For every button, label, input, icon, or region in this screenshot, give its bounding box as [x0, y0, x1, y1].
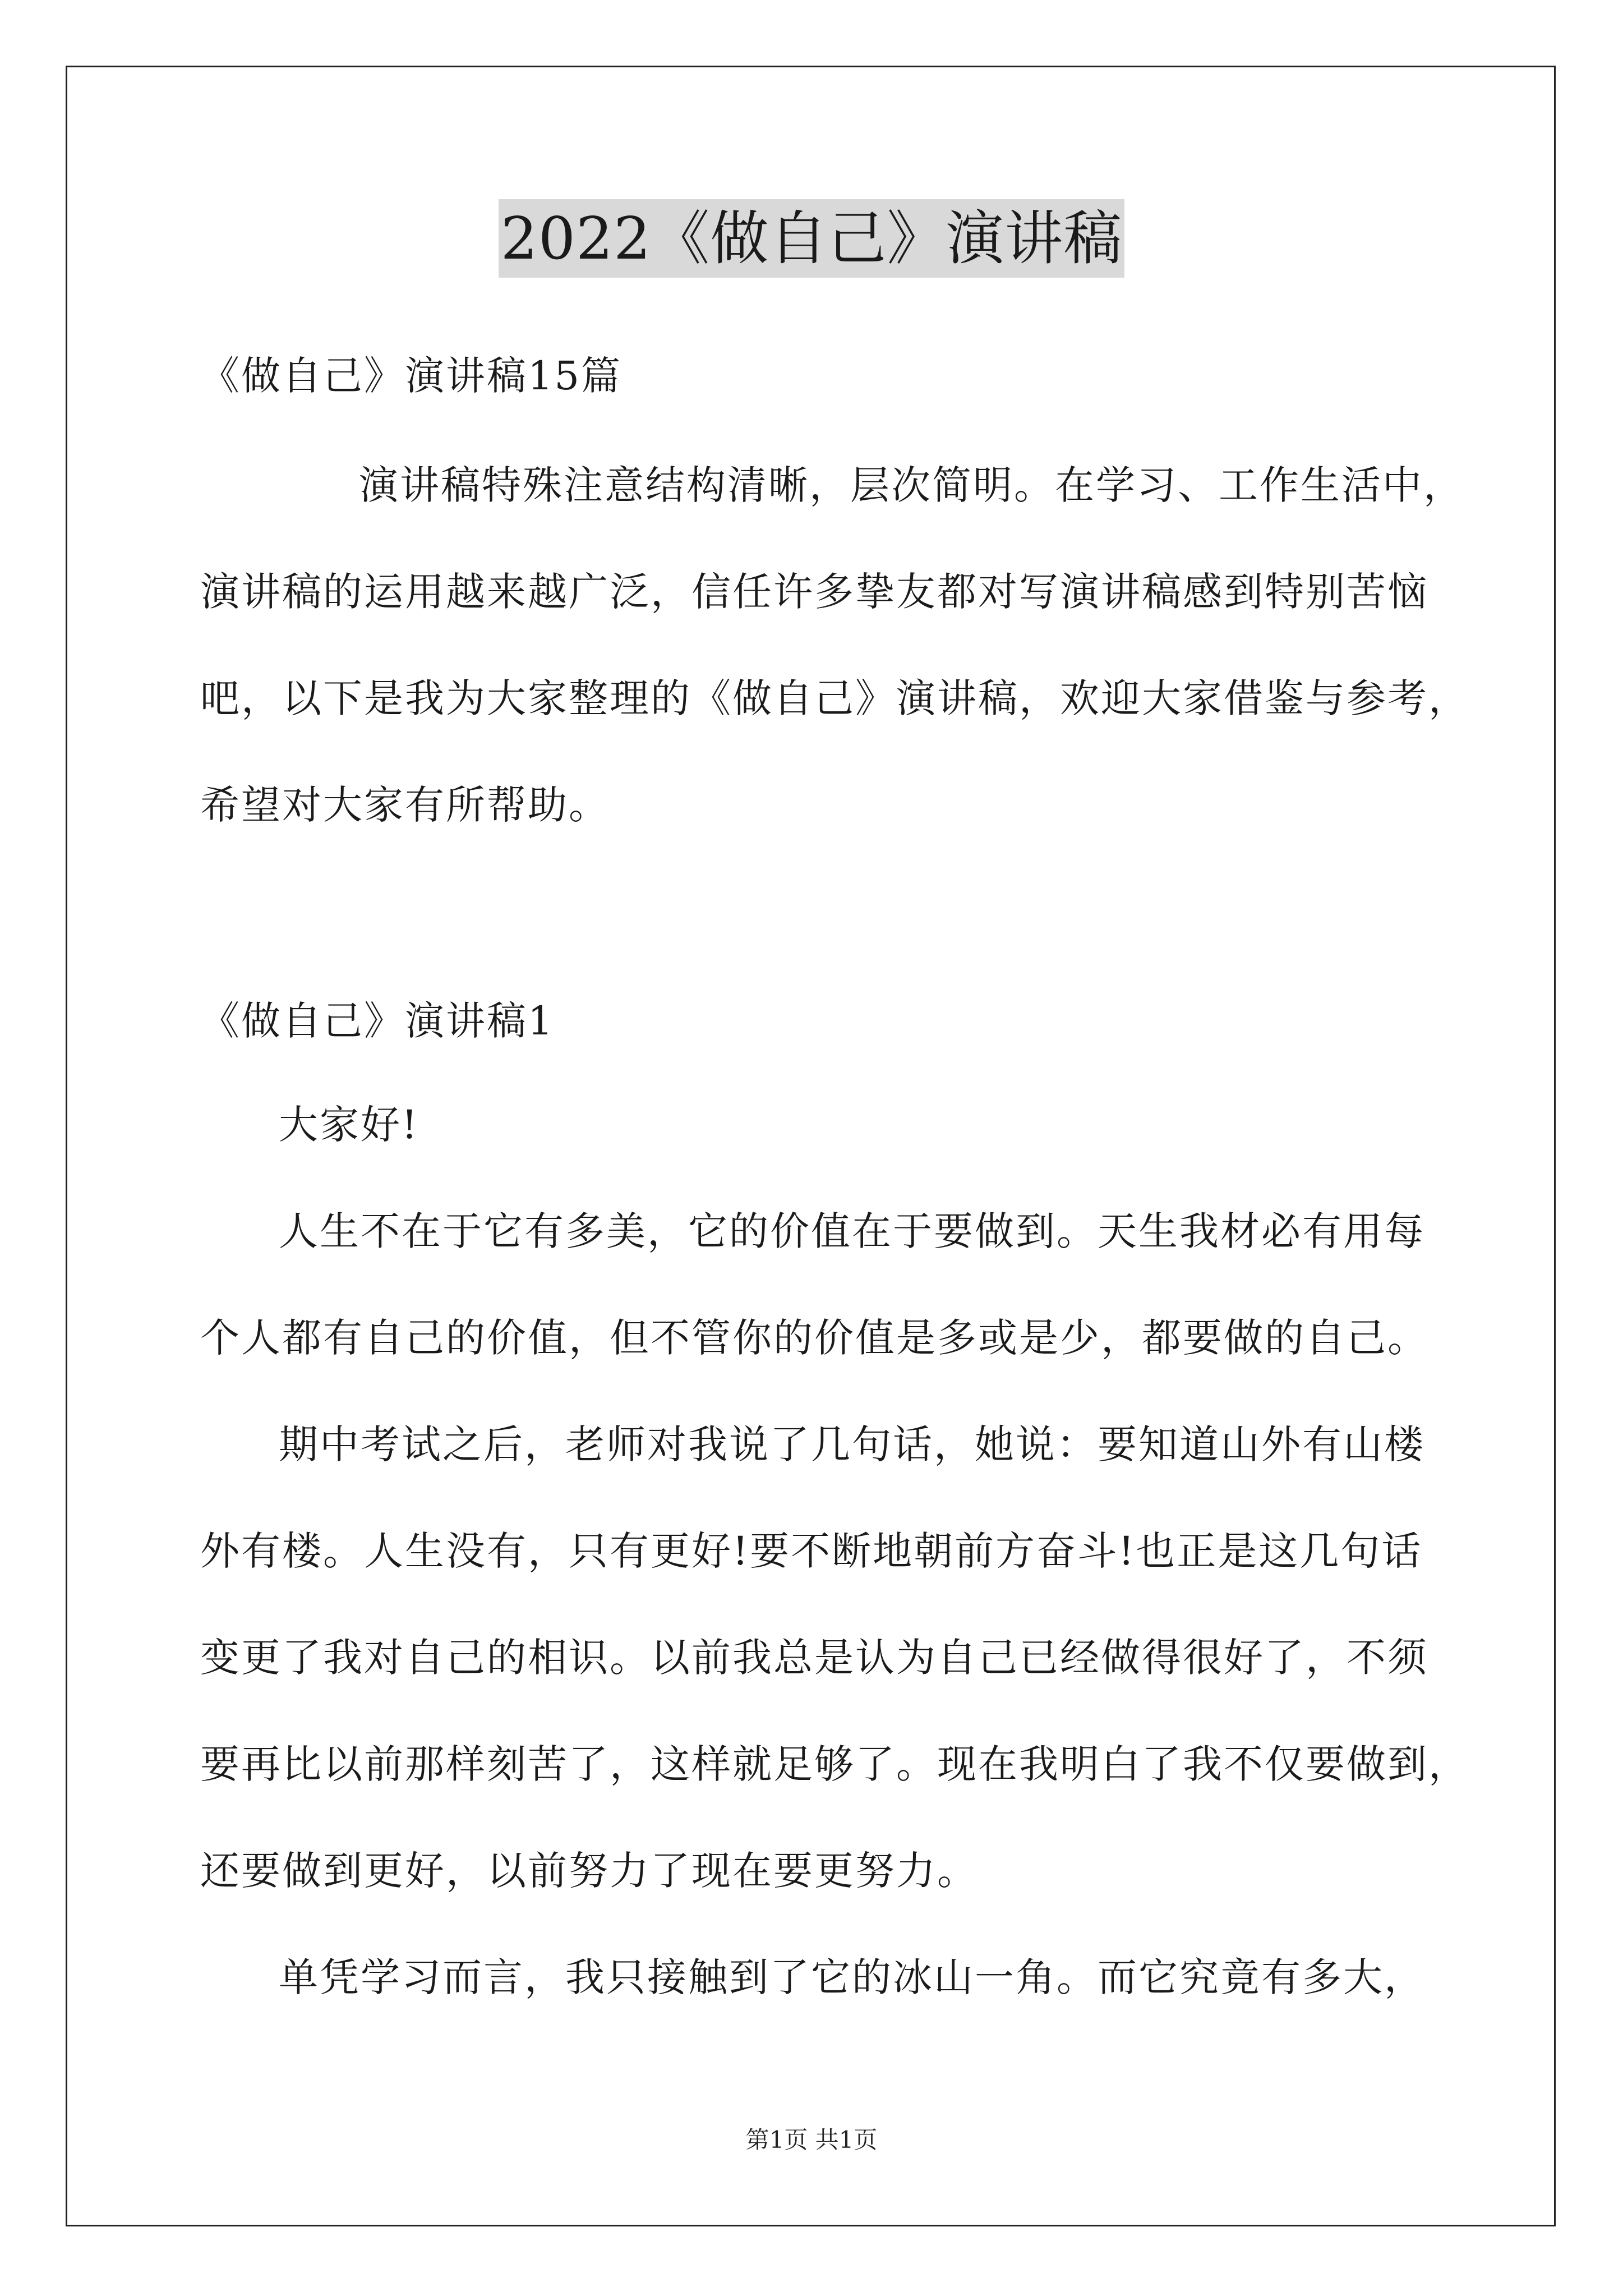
- intro-line-4: 希望对大家有所帮助。: [200, 782, 610, 828]
- paragraph-2-line-2: 外有楼。人生没有，只有更好!要不断地朝前方奋斗!也正是这几句话: [200, 1528, 1423, 1574]
- paragraph-1-line-2: 个人都有自己的价值，但不管你的价值是多或是少，都要做的自己。: [200, 1315, 1428, 1361]
- paragraph-3-line-1: 单凭学习而言，我只接触到了它的冰山一角。而它究竟有多大，: [279, 1954, 1425, 2000]
- paragraph-2-line-3: 变更了我对自己的相识。以前我总是认为自己已经做得很好了，不须: [200, 1635, 1428, 1681]
- intro-line-2: 演讲稿的运用越来越广泛，信任许多挚友都对写演讲稿感到特别苦恼: [200, 569, 1428, 615]
- page-number: 第1页 共1页: [745, 2126, 878, 2154]
- paragraph-2-line-4: 要再比以前那样刻苦了，这样就足够了。现在我明白了我不仅要做到，: [200, 1741, 1469, 1787]
- intro-line-3: 吧，以下是我为大家整理的《做自己》演讲稿，欢迎大家借鉴与参考，: [200, 675, 1469, 721]
- document-title: 2022《做自己》演讲稿: [499, 199, 1125, 278]
- paragraph-2-line-1: 期中考试之后，老师对我说了几句话，她说：要知道山外有山楼: [279, 1421, 1425, 1467]
- paragraph-2-line-5: 还要做到更好，以前努力了现在要更努力。: [200, 1848, 978, 1894]
- section-heading: 《做自己》演讲稿1: [200, 998, 555, 1044]
- document-subtitle: 《做自己》演讲稿15篇: [200, 353, 623, 399]
- greeting-line: 大家好!: [279, 1102, 419, 1148]
- page-footer: [0, 2123, 1623, 2157]
- title-container: [0, 199, 1623, 278]
- paragraph-1-line-1: 人生不在于它有多美，它的价值在于要做到。天生我材必有用每: [279, 1208, 1425, 1254]
- intro-line-1: 演讲稿特殊注意结构清晰，层次简明。在学习、工作生活中，: [359, 462, 1464, 508]
